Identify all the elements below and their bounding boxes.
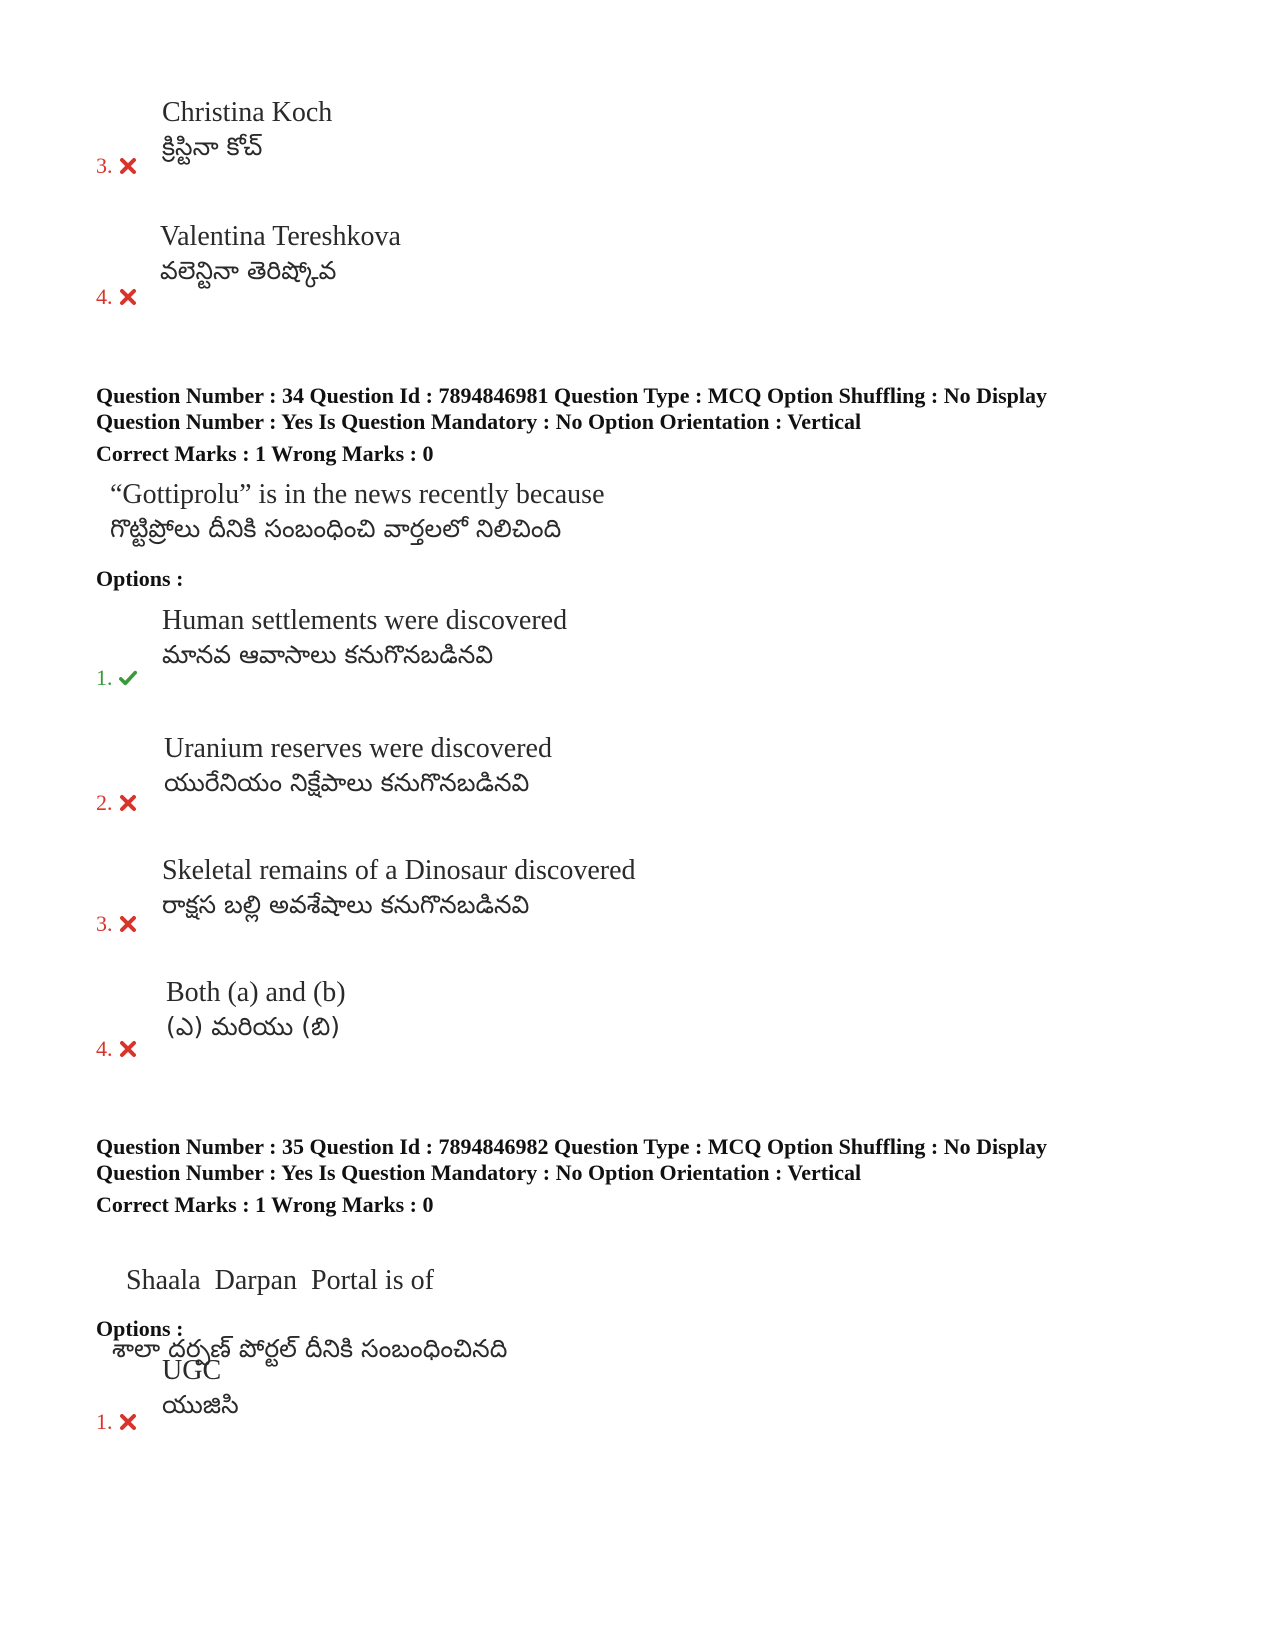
- option-text: [162, 96, 332, 164]
- option-marker: [96, 1410, 137, 1434]
- question-meta-line1: Question Number : 35 Question Id : 7894846982 Question Type : MCQ Option Shuffling : No Display: [96, 1134, 1048, 1159]
- option-marker: [96, 666, 137, 690]
- option-text-en: Both (a) and (b): [166, 977, 346, 1008]
- question-marks: Correct Marks : 1 Wrong Marks : 0: [96, 441, 434, 466]
- question-meta-line2: Question Number : Yes Is Question Mandatory : No Option Orientation : Vertical: [96, 1160, 862, 1185]
- option-marker: [96, 154, 137, 178]
- option-number: 3.: [96, 911, 113, 936]
- question-meta-line1: Question Number : 34 Question Id : 7894846981 Question Type : MCQ Option Shuffling : No Display: [96, 383, 1048, 408]
- wrong-icon: [119, 157, 137, 175]
- wrong-icon: [119, 288, 137, 306]
- option-text: [162, 854, 636, 922]
- options-label: Options :: [96, 1316, 184, 1341]
- option-text-en: Human settlements were discovered: [162, 605, 568, 636]
- option-text: [166, 976, 346, 1044]
- option-number: 3.: [96, 153, 113, 178]
- option-text: [160, 220, 401, 288]
- option-text-en: Christina Koch: [162, 97, 333, 128]
- checkmark-icon: [119, 669, 137, 687]
- wrong-icon: [119, 1413, 137, 1431]
- option-text-te: మానవ ఆవాసాలు కనుగొనబడినవి: [162, 640, 494, 669]
- question-text-te: శాలా దర్పణ్ పోర్టల్ దీనికి సంబంధించినది: [112, 1334, 508, 1363]
- option-text-en: Valentina Tereshkova: [160, 221, 401, 252]
- wrong-icon: [119, 794, 137, 812]
- option-number: 2.: [96, 790, 113, 815]
- option-number: 4.: [96, 284, 113, 309]
- option-number: 1.: [96, 1409, 113, 1434]
- option-marker: [96, 285, 137, 309]
- wrong-icon: [119, 915, 137, 933]
- option-text-te: యుజిసి: [162, 1390, 239, 1419]
- question-meta-line2: Question Number : Yes Is Question Mandatory : No Option Orientation : Vertical: [96, 409, 862, 434]
- wrong-icon: [119, 1040, 137, 1058]
- options-label: Options :: [96, 566, 184, 591]
- question-text-te: గొట్టిప్రోలు దీనికి సంబంధించి వార్తలలో నిలిచింది: [110, 514, 562, 543]
- option-text: [162, 604, 567, 672]
- option-text: [162, 1354, 239, 1422]
- option-text: [164, 732, 552, 800]
- option-text-te: (ఎ) మరియు (బి): [166, 1012, 341, 1041]
- option-text-en: Uranium reserves were discovered: [164, 733, 552, 764]
- question-marks: Correct Marks : 1 Wrong Marks : 0: [96, 1192, 434, 1217]
- option-text-en: UGC: [162, 1355, 222, 1386]
- question-text: [110, 478, 605, 546]
- option-marker: [96, 912, 137, 936]
- option-number: 4.: [96, 1036, 113, 1061]
- question-text-en: “Gottiprolu” is in the news recently because: [110, 479, 605, 510]
- option-text-te: రాక్షస బల్లి అవశేషాలు కనుగొనబడినవి: [162, 890, 530, 919]
- option-text-te: వలెన్టినా తెరిష్కోవ: [160, 256, 337, 285]
- option-number: 1.: [96, 665, 113, 690]
- option-text-te: యురేనియం నిక్షేపాలు కనుగొనబడినవి: [164, 768, 530, 797]
- option-marker: [96, 1037, 137, 1061]
- option-text-te: క్రిస్టినా కోచ్: [162, 132, 263, 161]
- question-text-en: Shaala Darpan Portal is of: [126, 1265, 434, 1296]
- option-text-en: Skeletal remains of a Dinosaur discovered: [162, 855, 636, 886]
- option-marker: [96, 791, 137, 815]
